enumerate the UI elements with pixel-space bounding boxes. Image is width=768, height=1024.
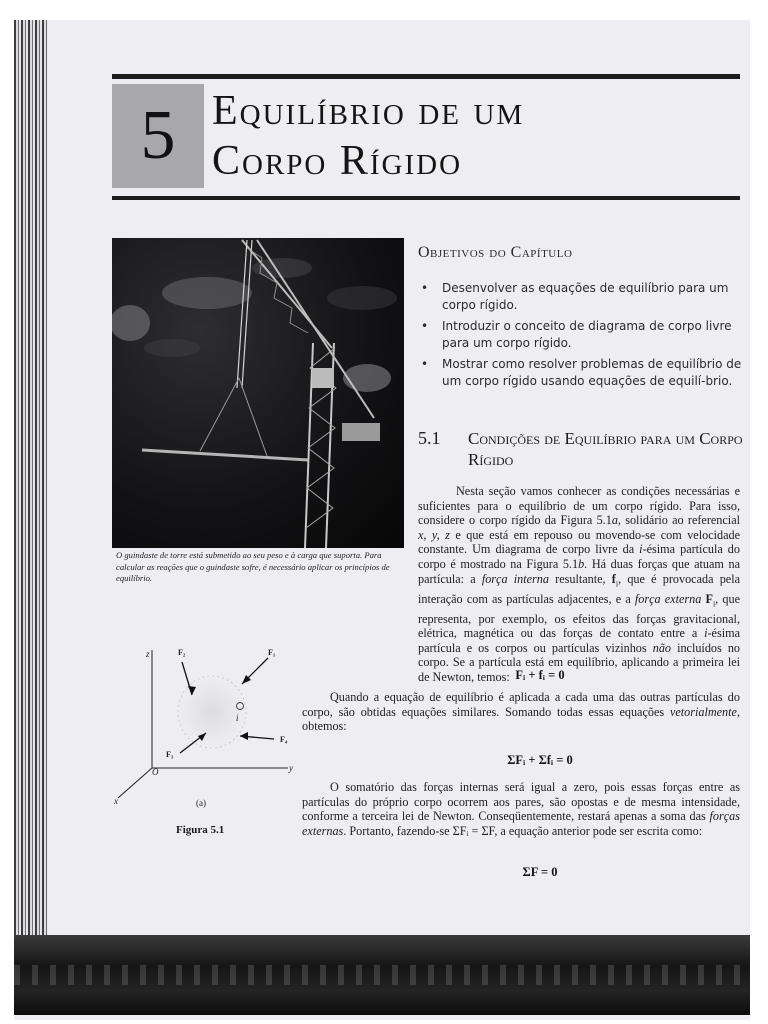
crane-illustration (112, 238, 404, 548)
objective-item: • Mostrar como resolver problemas de equilíbrio de um corpo rígido usando equações de equilí-brio. (421, 357, 742, 388)
objectives-title: Objetivos do Capítulo (418, 244, 573, 261)
scan-bottom-shadow (14, 935, 750, 1015)
objectives-list (418, 280, 743, 394)
paragraph-2: Quando a equação de equilíbrio é aplicada a cada uma das outras partículas do corpo, são obtidas equações similares. Somando todas essas equações vetorialmente, obtemos: (302, 690, 740, 734)
equation-3: ΣF = 0 (522, 865, 558, 879)
axis-y-label: y (289, 763, 293, 773)
top-rule (112, 74, 740, 79)
origin-label: O (152, 767, 159, 777)
chapter-number: 5 (140, 97, 176, 174)
objective-item: • Introduzir o conceito de diagrama de corpo livre para um corpo rígido. (421, 319, 732, 350)
force-f3-label: F₃ (166, 750, 174, 759)
axis-x-label: x (114, 796, 118, 806)
section-number: 5.1 (418, 428, 441, 448)
particle-label: i (236, 713, 239, 723)
crane-photo (112, 238, 404, 548)
force-f2-label: F₂ (178, 648, 186, 657)
book-binding-edge (14, 20, 48, 940)
equation-2: ΣFᵢ + Σfᵢ = 0 (507, 753, 573, 767)
figure-diagram (110, 640, 300, 810)
chapter-number-box (112, 84, 204, 188)
chapter-title-line-1: Equilíbrio de um (212, 88, 525, 134)
chapter-title (212, 86, 732, 186)
force-f4-label: F₄ (280, 735, 288, 744)
force-f1-label: F₁ (268, 648, 276, 657)
section-title: Condições de Equilíbrio para um Corpo Rígido (468, 429, 743, 469)
objective-item: • Desenvolver as equações de equilíbrio para um corpo rígido. (421, 281, 729, 312)
photo-caption: O guindaste de torre está submetido ao seu peso e à carga que suporta. Para calcular as reações que o guindaste sofre, é necessário aplicar os princípios de equilíbrio. (116, 550, 390, 583)
chapter-title-line-2: Corpo Rígido (212, 138, 463, 184)
paragraph-3: O somatório das forças internas será igual a zero, pois essas forças entre as partículas do próprio corpo ocorrem aos pares, são opostas e de mesma intensidade, conforme a terceira lei de Newton. Conseqüentemente, restará apenas a soma das forças externas. Portanto, fazendo-se ΣFᵢ = ΣF, a equação anterior pode ser escrita como: (302, 780, 740, 838)
axis-z-label: z (146, 649, 150, 659)
header-bottom-rule (112, 196, 740, 200)
figure-caption: Figura 5.1 (176, 824, 225, 836)
equation-1: Fᵢ + fᵢ = 0 (515, 668, 565, 682)
figure-sub-label: (a) (196, 798, 206, 808)
paragraph-1: Nesta seção vamos conhecer as condições necessárias e suficientes para o equilíbrio de um corpo rígido. Para isso, considere o corpo rígido da Figura 5.1a, solidário ao referencial x, y, z e que está em repouso ou movendo-se com velocidade constante. Um diagrama de corpo livre da i-ésima partícula do corpo é mostrado na Figura 5.1b. Há duas forças que atuam na partícula: a força interna resultante, $f_i$, que é provocada pela interação com as partículas adjacentes, e a força externa $F_i$, que representa, por exemplo, os efeitos das forças gravitacional, elétrica, magnética ou das forças de contato entre a i-ésima partícula e os corpos ou partículas vizinhos não incluídos no corpo. Se a partícula está em equilíbrio, aplicando a primeira lei de Newton, temos: (418, 484, 741, 684)
